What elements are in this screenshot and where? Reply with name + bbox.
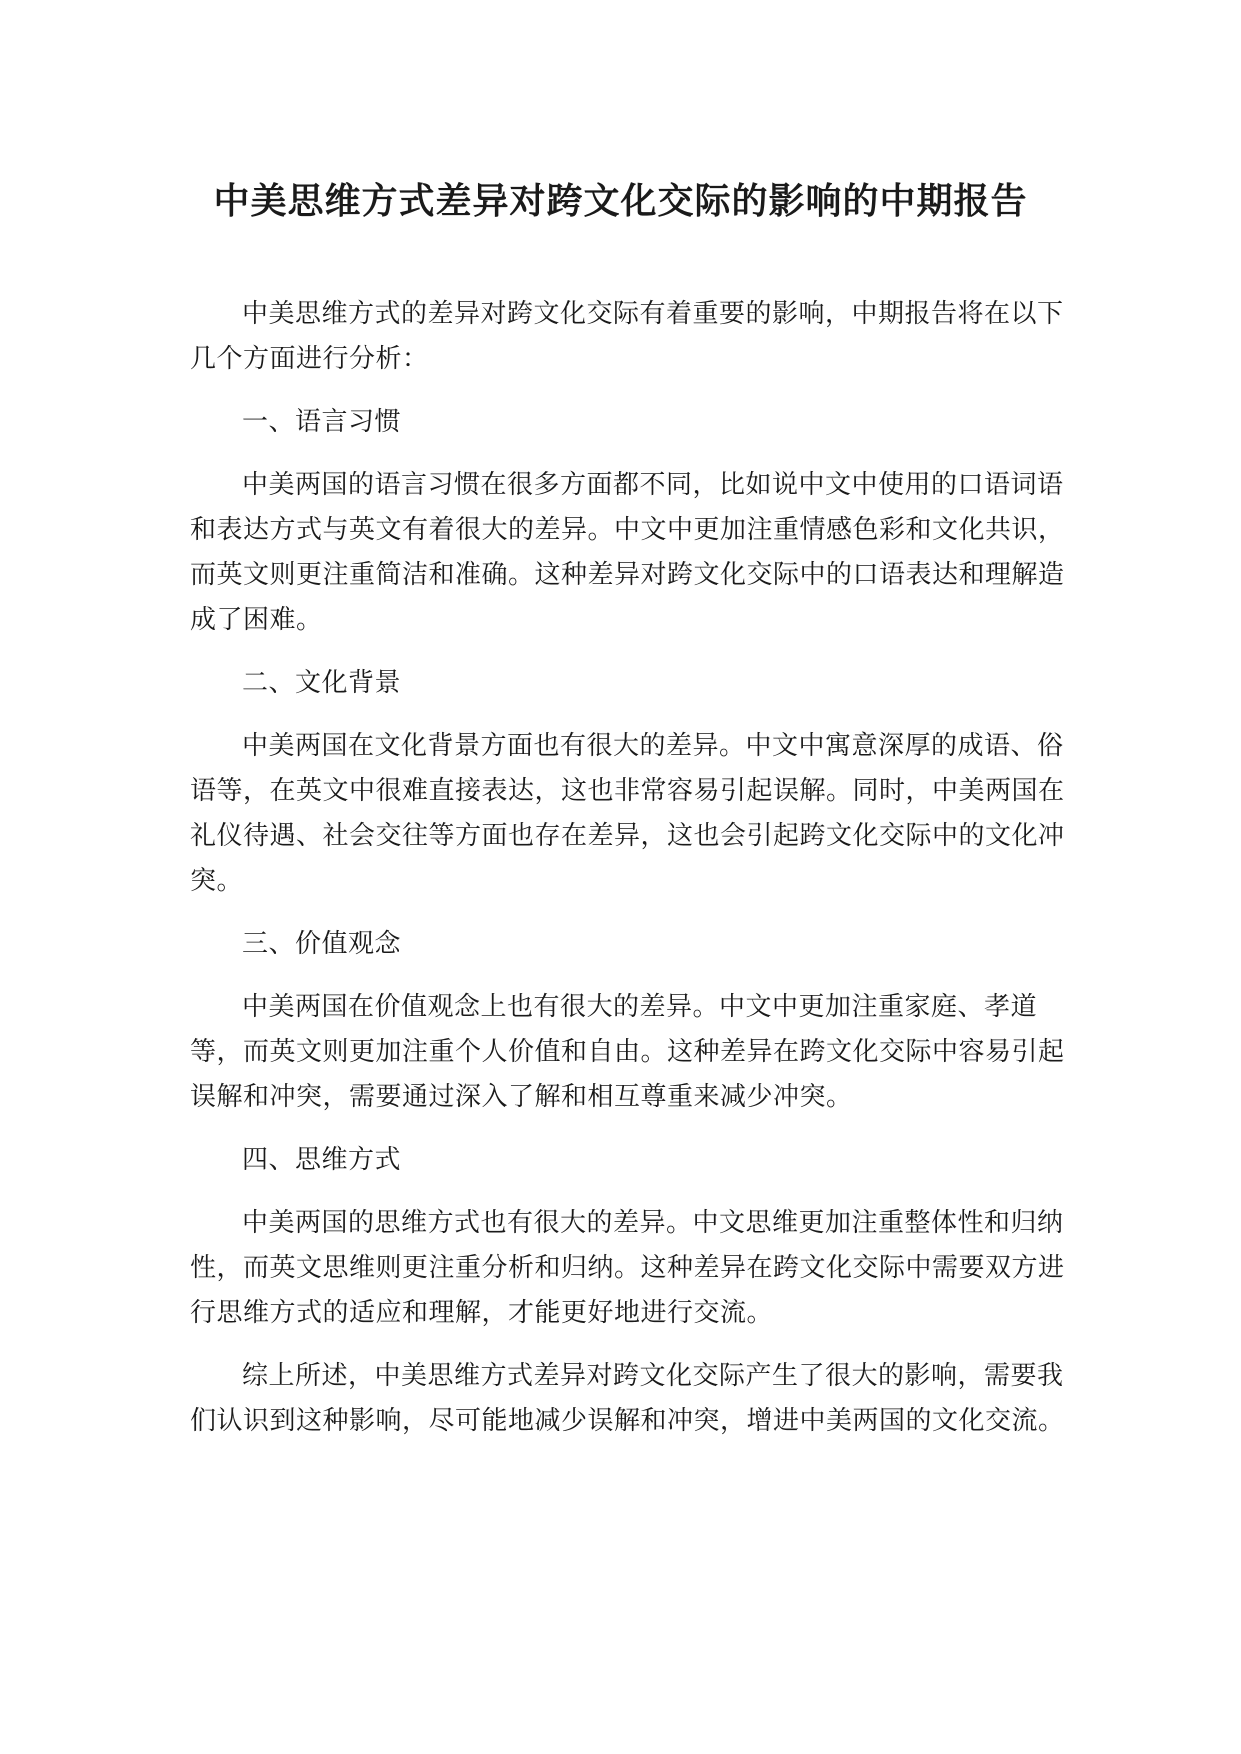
section-body-values: 中美两国在价值观念上也有很大的差异。中文中更加注重家庭、孝道等，而英文则更加注重个人价值和自由。这种差异在跨文化交际中容易引起误解和冲突，需要通过深入了解和相互尊重来减少冲突。 [190,992,1065,1112]
section-body-culture: 中美两国在文化背景方面也有很大的差异。中文中寓意深厚的成语、俗语等，在英文中很难直接表达，这也非常容易引起误解。同时，中美两国在礼仪待遇、社会交往等方面也存在差异，这也会引起跨文化交际中的文化冲突。 [190,731,1065,896]
document-title: 中美思维方式差异对跨文化交际的影响的中期报告 [213,181,1028,222]
section-heading-language: 一、语言习惯 [242,407,402,437]
document-body [190,292,1070,1462]
section-heading-values: 三、价值观念 [242,929,402,959]
intro-paragraph: 中美思维方式的差异对跨文化交际有着重要的影响，中期报告将在以下几个方面进行分析： [190,299,1064,374]
section-heading-thinking: 四、思维方式 [242,1145,402,1175]
conclusion-paragraph: 综上所述，中美思维方式差异对跨文化交际产生了很大的影响，需要我们认识到这种影响，尽可能地减少误解和冲突，增进中美两国的文化交流。 [190,1361,1065,1436]
section-heading-culture: 二、文化背景 [242,668,402,698]
section-body-thinking: 中美两国的思维方式也有很大的差异。中文思维更加注重整体性和归纳性，而英文思维则更注重分析和归纳。这种差异在跨文化交际中需要双方进行思维方式的适应和理解，才能更好地进行交流。 [190,1208,1065,1328]
section-body-language: 中美两国的语言习惯在很多方面都不同，比如说中文中使用的口语词语和表达方式与英文有着很大的差异。中文中更加注重情感色彩和文化共识，而英文则更注重简洁和准确。这种差异对跨文化交际中的口语表达和理解造成了困难。 [190,470,1065,635]
